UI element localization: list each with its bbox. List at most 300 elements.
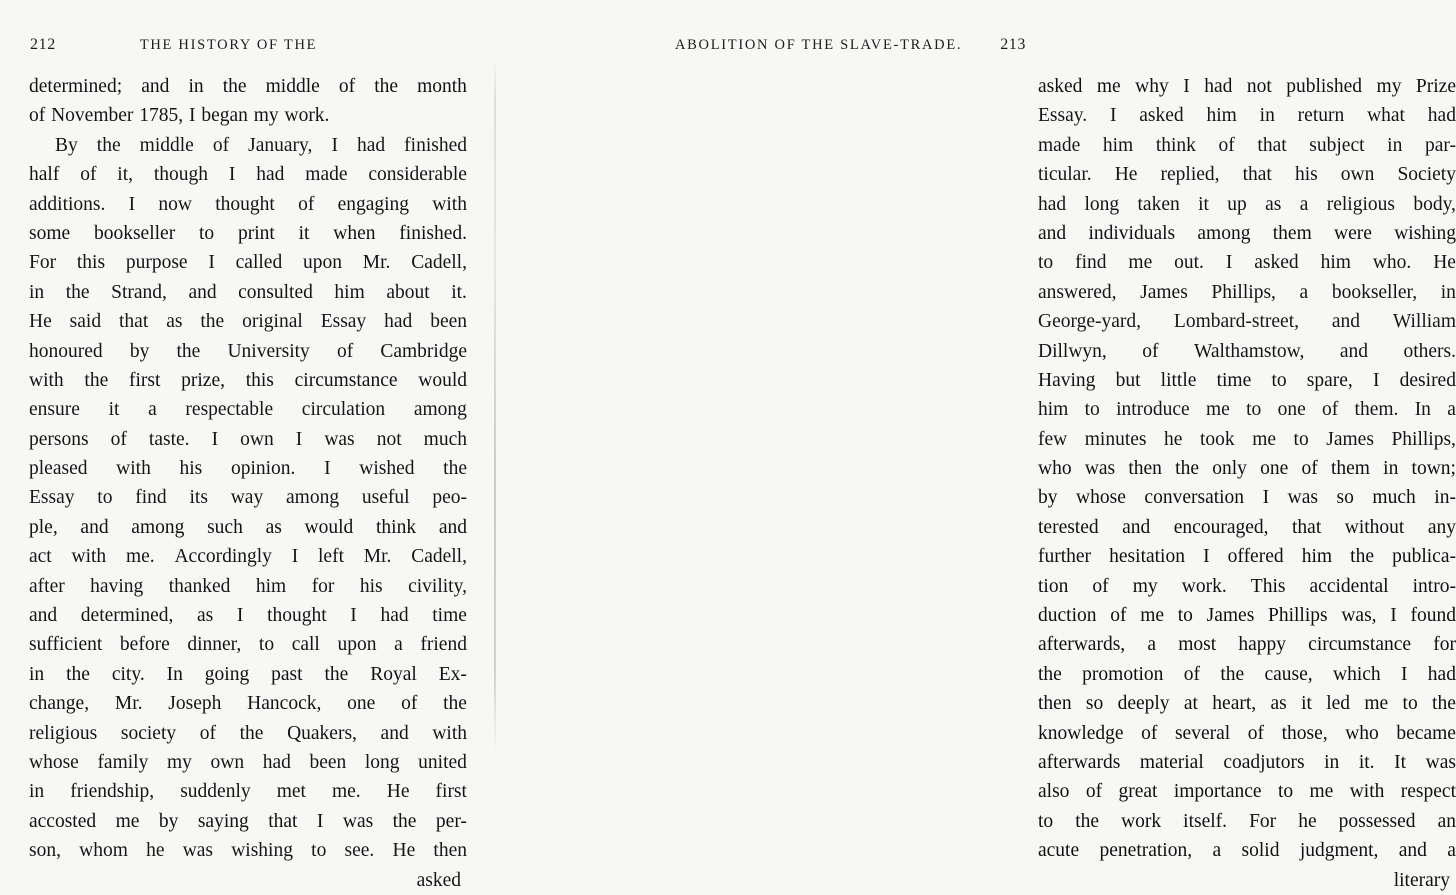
word: For <box>29 252 57 274</box>
right-running-head <box>538 36 1027 60</box>
word: to <box>311 840 327 862</box>
word: the <box>200 311 225 333</box>
word: answered, <box>1038 281 1117 303</box>
word: for <box>1433 634 1456 656</box>
word: city. <box>111 663 145 685</box>
word: his <box>179 458 203 480</box>
word: to <box>97 487 113 509</box>
word: the <box>222 76 247 97</box>
word: I <box>1203 546 1210 568</box>
word: of <box>1218 134 1235 156</box>
word: judgment, <box>1299 840 1379 862</box>
word: of <box>1247 722 1265 744</box>
word: made <box>305 164 348 186</box>
word: with <box>432 722 467 744</box>
word: publica- <box>1392 546 1456 568</box>
word: bookseller <box>93 222 176 244</box>
text-line <box>29 131 467 160</box>
word: was <box>1287 487 1318 509</box>
word: so <box>1085 693 1104 715</box>
word: and <box>1122 516 1151 538</box>
word: had <box>380 605 409 627</box>
word: of <box>110 428 127 450</box>
word: my <box>166 751 192 773</box>
text-line <box>29 689 467 718</box>
word: time <box>1216 369 1252 391</box>
word: he <box>1164 428 1183 450</box>
word: Walthamstow, <box>1193 340 1305 362</box>
word: me <box>1309 781 1334 803</box>
word: in <box>29 663 45 685</box>
text-line <box>1038 513 1456 542</box>
word: George-yard, <box>1038 311 1142 333</box>
word: me. <box>331 781 361 803</box>
word: to <box>1277 781 1294 803</box>
word: wishing <box>1394 222 1456 244</box>
word: me <box>1128 252 1153 274</box>
word: taste. <box>148 428 190 450</box>
word: my <box>1376 76 1402 97</box>
word: saying <box>197 810 249 832</box>
word: cause, <box>1264 663 1313 685</box>
word: few <box>1038 428 1068 450</box>
word: Lombard-street, <box>1173 311 1299 333</box>
word: him <box>334 281 365 303</box>
word: some <box>29 222 71 244</box>
word: pleased <box>29 458 88 480</box>
word: then <box>1128 458 1162 480</box>
word: began <box>201 105 248 127</box>
word: of <box>1301 458 1318 480</box>
word: me <box>115 810 140 832</box>
word: Dillwyn, <box>1038 340 1107 362</box>
word: a <box>1147 634 1157 656</box>
word: by <box>158 810 179 832</box>
word: opinion. <box>230 458 296 480</box>
word: them. <box>1354 399 1399 421</box>
word: my <box>1132 575 1158 597</box>
word: of <box>336 340 354 362</box>
word: much <box>1372 487 1416 509</box>
word: own <box>1340 164 1375 186</box>
word: I <box>331 134 338 156</box>
word: per- <box>435 810 467 832</box>
word: literary <box>1393 869 1450 891</box>
text-line <box>29 248 467 277</box>
word: which <box>1332 663 1381 685</box>
word: penetration, <box>1099 840 1193 862</box>
text-line <box>29 425 467 454</box>
word: He <box>1433 252 1456 274</box>
word: I <box>1225 252 1233 274</box>
text-line <box>29 542 467 571</box>
word: Accordingly <box>174 546 272 568</box>
word: finished <box>404 134 467 156</box>
word: them <box>1272 222 1312 244</box>
word: him <box>1301 546 1333 568</box>
word: solid <box>1241 840 1280 862</box>
word: upon <box>337 634 377 656</box>
left-page-textblock <box>29 72 467 895</box>
word: its <box>189 487 208 509</box>
word: had <box>256 164 285 186</box>
word: of <box>80 164 97 186</box>
word: afterwards <box>1038 751 1121 773</box>
word: little <box>1160 369 1197 391</box>
word: of <box>1183 663 1200 685</box>
word: in <box>1387 134 1403 156</box>
word: Cambridge <box>380 340 467 362</box>
word: society <box>120 722 177 744</box>
text-line <box>29 395 467 424</box>
word: upon <box>303 252 342 274</box>
word: me <box>1252 428 1277 450</box>
word: what <box>1367 105 1405 127</box>
word: and <box>80 516 109 538</box>
word: think <box>376 516 417 538</box>
word: University <box>227 340 310 362</box>
word: had <box>1427 105 1456 127</box>
text-line <box>29 454 467 483</box>
word: for <box>311 575 335 597</box>
text-line <box>29 190 467 219</box>
word: with <box>29 369 64 391</box>
word: his <box>359 575 383 597</box>
word: those, <box>1281 722 1328 744</box>
word: taken <box>1137 193 1180 215</box>
text-line <box>1038 278 1456 307</box>
word: it <box>108 399 120 421</box>
word: the <box>96 134 121 156</box>
word: that <box>1292 516 1322 538</box>
word: by <box>1038 487 1058 509</box>
word: whom <box>79 840 128 862</box>
word: made <box>1038 134 1081 156</box>
word: among <box>131 516 185 538</box>
word: I <box>1390 605 1397 627</box>
word: going <box>204 663 250 685</box>
word: that <box>119 311 149 333</box>
text-line <box>1038 248 1456 277</box>
word: to <box>1271 369 1287 391</box>
word: with <box>1349 781 1385 803</box>
word: way <box>230 487 264 509</box>
word: led <box>1326 693 1351 715</box>
text-line <box>1038 689 1456 718</box>
word: asked <box>1038 76 1083 97</box>
word: desired <box>1399 369 1456 391</box>
word: accosted <box>29 810 97 832</box>
text-line <box>1038 748 1456 777</box>
word: considerable <box>368 164 467 186</box>
word: circulation <box>301 399 386 421</box>
word: any <box>1427 516 1456 538</box>
word: to <box>1084 399 1100 421</box>
word: I <box>295 428 303 450</box>
word: and <box>29 605 58 627</box>
word: my <box>253 105 279 127</box>
word: as <box>1265 193 1282 215</box>
word: called <box>235 252 283 274</box>
text-line <box>1038 101 1456 130</box>
word: as <box>166 311 183 333</box>
word: Phillips, <box>1211 281 1276 303</box>
word: own <box>240 428 274 450</box>
text-line <box>29 513 467 542</box>
word: the <box>443 693 467 715</box>
word: I <box>211 428 219 450</box>
text-line <box>29 836 467 865</box>
text-line <box>1038 337 1456 366</box>
text-line <box>29 630 467 659</box>
word: circumstance <box>294 369 398 391</box>
word: it. <box>451 281 467 303</box>
word: and <box>1331 311 1361 333</box>
word: time <box>432 605 467 627</box>
word: such <box>207 516 243 538</box>
word: of <box>401 693 418 715</box>
word: it <box>1198 193 1209 215</box>
word: much <box>423 428 467 450</box>
word: He <box>29 311 52 333</box>
word: of <box>212 134 230 156</box>
word: material <box>1139 751 1204 773</box>
word: of <box>199 722 216 744</box>
right-page-folio: 213 <box>1000 36 1027 53</box>
word: who <box>1345 722 1379 744</box>
word: William <box>1392 311 1456 333</box>
word: I <box>236 605 244 627</box>
word: print <box>237 222 275 244</box>
word: James <box>1140 281 1188 303</box>
word: having <box>90 575 144 597</box>
word: the <box>1350 546 1374 568</box>
word: consulted <box>238 281 313 303</box>
word: and <box>141 76 170 97</box>
word: in <box>1324 751 1340 773</box>
word: met <box>276 781 306 803</box>
word: family <box>97 751 149 773</box>
text-line <box>29 72 467 101</box>
word: Quakers, <box>287 722 357 744</box>
word: knowledge <box>1038 722 1124 744</box>
word: January, <box>248 134 313 156</box>
text-line <box>29 719 467 748</box>
word: spare, <box>1306 369 1353 391</box>
word: to <box>1402 693 1418 715</box>
word: afterwards, <box>1038 634 1126 656</box>
word: thanked <box>168 575 231 597</box>
word: to <box>199 222 215 244</box>
word: civility, <box>408 575 467 597</box>
right-running-head-title: ABOLITION OF THE SLAVE-TRADE. <box>675 37 963 53</box>
word: asked <box>416 869 461 891</box>
word: with <box>71 546 107 568</box>
text-line <box>1038 366 1456 395</box>
word: who. <box>1372 252 1412 274</box>
word: Cadell, <box>411 252 467 274</box>
word: without <box>1344 516 1405 538</box>
word: useful <box>361 487 410 509</box>
word: as <box>265 516 282 538</box>
word: after <box>29 575 65 597</box>
word: and <box>1398 840 1427 862</box>
left-page <box>0 0 495 891</box>
word: respectable <box>185 399 274 421</box>
word: thought <box>215 193 275 215</box>
word: Ex- <box>438 663 467 685</box>
word: had <box>1427 663 1456 685</box>
word: Mr. <box>362 252 391 274</box>
word: before <box>119 634 170 656</box>
word: engaging <box>337 193 410 215</box>
word: Phillips <box>1268 605 1328 627</box>
text-line <box>1038 866 1456 895</box>
left-running-head <box>30 36 467 60</box>
word: individuals <box>1088 222 1176 244</box>
word: introduce <box>1116 399 1190 421</box>
word: I <box>1400 663 1408 685</box>
word: was <box>1084 458 1116 480</box>
word: first <box>128 369 161 391</box>
word: tion <box>1038 575 1069 597</box>
word: In <box>166 663 183 685</box>
text-line <box>1038 219 1456 248</box>
word: were <box>1334 222 1372 244</box>
word: to <box>258 634 275 656</box>
word: call <box>291 634 320 656</box>
word: wishing <box>231 840 293 862</box>
text-line <box>29 278 467 307</box>
word: For <box>1249 810 1277 832</box>
word: whose <box>1076 487 1126 509</box>
word: Society <box>1397 164 1456 186</box>
word: prize, <box>181 369 225 391</box>
word: of <box>298 193 315 215</box>
word: the <box>65 281 90 303</box>
word: it <box>298 222 310 244</box>
word: I <box>128 193 136 215</box>
word: of <box>29 105 46 127</box>
word: him <box>1102 134 1134 156</box>
word: finished. <box>399 222 467 244</box>
word: determined, <box>80 605 174 627</box>
word: middle <box>265 76 320 97</box>
word: the <box>176 340 201 362</box>
word: among <box>413 399 467 421</box>
word: would <box>304 516 354 538</box>
text-line <box>1038 836 1456 865</box>
word: encouraged, <box>1173 516 1269 538</box>
text-line <box>29 601 467 630</box>
word: only <box>1212 458 1247 480</box>
word: one <box>1260 458 1289 480</box>
word: promotion <box>1082 663 1164 685</box>
word: Essay <box>29 487 75 509</box>
word: in <box>29 281 45 303</box>
word: several <box>1174 722 1231 744</box>
word: the <box>1038 663 1062 685</box>
word: original <box>242 311 303 333</box>
word: had <box>1204 76 1233 97</box>
word: additions. <box>29 193 106 215</box>
word: not <box>376 428 402 450</box>
text-line <box>29 483 467 512</box>
word: it. <box>1358 751 1375 773</box>
word: of <box>1142 340 1159 362</box>
word: whose <box>29 751 79 773</box>
text-line <box>29 337 467 366</box>
word: also <box>1038 781 1070 803</box>
word: asked <box>1139 105 1184 127</box>
word: was <box>182 840 214 862</box>
word: I <box>324 458 331 480</box>
word: think <box>1155 134 1196 156</box>
word: importance <box>1173 781 1262 803</box>
word: religious <box>29 722 98 744</box>
word: par- <box>1424 134 1456 156</box>
word: subject <box>1309 134 1365 156</box>
word: replied, <box>1160 164 1220 186</box>
text-line <box>1038 425 1456 454</box>
word: of <box>1110 605 1127 627</box>
word: religious <box>1326 193 1395 215</box>
word: and <box>438 516 467 538</box>
word: been <box>309 751 347 773</box>
word: long <box>364 751 400 773</box>
word: said <box>69 311 102 333</box>
word: determined; <box>29 76 123 97</box>
word: but <box>1115 369 1141 391</box>
word: half <box>29 164 60 186</box>
word: Having <box>1038 369 1096 391</box>
word: then <box>433 840 467 862</box>
word: who <box>1038 458 1072 480</box>
word: in <box>29 781 45 803</box>
word: to <box>1293 428 1309 450</box>
word: and <box>188 281 217 303</box>
word: in <box>1383 458 1399 480</box>
word: hesitation <box>1109 546 1185 568</box>
word: the <box>1075 810 1100 832</box>
word: peo- <box>432 487 467 509</box>
word: this <box>245 369 274 391</box>
word: first <box>435 781 467 803</box>
word: Prize <box>1415 76 1456 97</box>
text-line <box>1038 630 1456 659</box>
word: one <box>1277 399 1306 421</box>
word: a <box>1212 840 1222 862</box>
word: ticular. <box>1038 164 1092 186</box>
word: sufficient <box>29 634 103 656</box>
word: return <box>1297 105 1345 127</box>
text-line <box>1038 719 1456 748</box>
word: had <box>356 134 386 156</box>
word: took <box>1199 428 1235 450</box>
word: itself. <box>1183 810 1228 832</box>
word: minutes <box>1084 428 1147 450</box>
word: friend <box>420 634 467 656</box>
word: conversation <box>1144 487 1245 509</box>
word: past <box>271 663 303 685</box>
word: work. <box>284 105 330 127</box>
word: others. <box>1403 340 1456 362</box>
word: act <box>29 546 52 568</box>
word: one <box>347 693 376 715</box>
word: wished <box>359 458 415 480</box>
word: been <box>430 311 467 333</box>
word: him <box>1206 105 1237 127</box>
